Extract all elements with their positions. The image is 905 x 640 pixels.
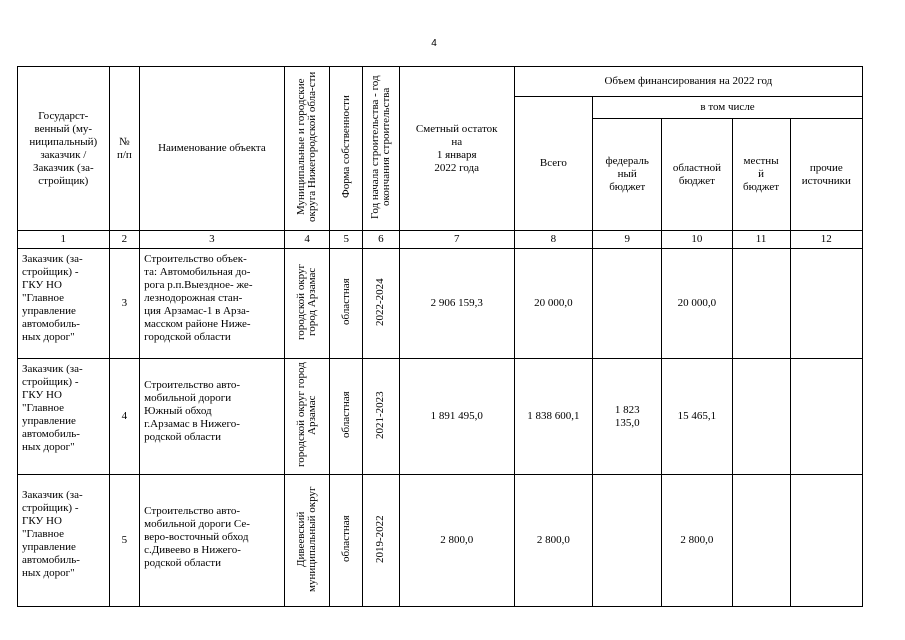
row-customer: Заказчик (за- стройщик) - ГКУ НО "Главное управление автомобиль- ных дорог" — [18, 249, 110, 359]
col-number: 11 — [732, 231, 790, 249]
row-local — [732, 475, 790, 607]
row-ownership: областная — [330, 475, 363, 607]
row-regional: 20 000,0 — [662, 249, 732, 359]
row-estimate: 1 891 495,0 — [399, 359, 514, 475]
col-number: 8 — [514, 231, 592, 249]
row-years: 2021-2023 — [363, 359, 400, 475]
row-estimate: 2 906 159,3 — [399, 249, 514, 359]
row-municipality: Дивеевский муниципальный округ — [284, 475, 330, 607]
row-regional: 15 465,1 — [662, 359, 732, 475]
row-federal — [593, 475, 662, 607]
col-number: 9 — [593, 231, 662, 249]
col-number: 4 — [284, 231, 330, 249]
page-number: 4 — [431, 38, 437, 49]
row-federal — [593, 249, 662, 359]
row-total: 20 000,0 — [514, 249, 592, 359]
header-years: Год начала строительства - год окончания строительства — [363, 67, 400, 231]
row-object-name: Строительство авто- мобильной дороги Се- веро-восточный обход с.Дивеево в Нижего- родской области — [140, 475, 285, 607]
row-object-name: Строительство объек- та: Автомобильная до- рога р.п.Выездное- же- лезнодорожная стан- ция Арзамас-1 в Арза- масском районе Ниже- городской области — [140, 249, 285, 359]
row-other — [790, 249, 862, 359]
header-estimate: Сметный остаток на 1 января 2022 года — [399, 67, 514, 231]
row-federal: 1 823 135,0 — [593, 359, 662, 475]
row-other — [790, 359, 862, 475]
row-object-name: Строительство авто- мобильной дороги Южный обход г.Арзамас в Нижего- родской области — [140, 359, 285, 475]
header-federal: федераль ный бюджет — [593, 119, 662, 231]
col-number: 12 — [790, 231, 862, 249]
header-funding-volume: Объем финансирования на 2022 год — [514, 67, 862, 97]
row-ownership: областная — [330, 359, 363, 475]
col-number: 1 — [18, 231, 110, 249]
row-num: 4 — [109, 359, 140, 475]
header-local: местны й бюджет — [732, 119, 790, 231]
row-customer: Заказчик (за- стройщик) - ГКУ НО "Главное управление автомобиль- ных дорог" — [18, 359, 110, 475]
col-number: 6 — [363, 231, 400, 249]
table-row — [18, 475, 863, 607]
col-number: 7 — [399, 231, 514, 249]
row-regional: 2 800,0 — [662, 475, 732, 607]
row-years: 2019-2022 — [363, 475, 400, 607]
col-number: 5 — [330, 231, 363, 249]
header-other: прочие источники — [790, 119, 862, 231]
col-number: 10 — [662, 231, 732, 249]
header-regional: областной бюджет — [662, 119, 732, 231]
financing-table — [17, 66, 863, 607]
row-ownership: областная — [330, 249, 363, 359]
row-total: 1 838 600,1 — [514, 359, 592, 475]
row-local — [732, 249, 790, 359]
row-customer: Заказчик (за- стройщик) - ГКУ НО "Главное управление автомобиль- ных дорог" — [18, 475, 110, 607]
header-num: № п/п — [109, 67, 140, 231]
header-ownership: Форма собственности — [330, 67, 363, 231]
row-local — [732, 359, 790, 475]
row-estimate: 2 800,0 — [399, 475, 514, 607]
col-number: 2 — [109, 231, 140, 249]
table-row — [18, 249, 863, 359]
col-number: 3 — [140, 231, 285, 249]
row-municipality: городской округ город Арзамас — [284, 249, 330, 359]
header-municipality: Муниципальные и городские округа Нижегородской обла-сти — [284, 67, 330, 231]
column-numbers-row — [18, 231, 863, 249]
row-other — [790, 475, 862, 607]
header-object-name: Наименование объекта — [140, 67, 285, 231]
header-customer: Государст- венный (му- ниципальный) заказчик / Заказчик (за- стройщик) — [18, 67, 110, 231]
row-municipality: городской округ город Арзамас — [284, 359, 330, 475]
table-row — [18, 359, 863, 475]
row-num: 5 — [109, 475, 140, 607]
header-total: Всего — [514, 97, 592, 231]
row-num: 3 — [109, 249, 140, 359]
header-including: в том числе — [593, 97, 863, 119]
row-years: 2022-2024 — [363, 249, 400, 359]
row-total: 2 800,0 — [514, 475, 592, 607]
